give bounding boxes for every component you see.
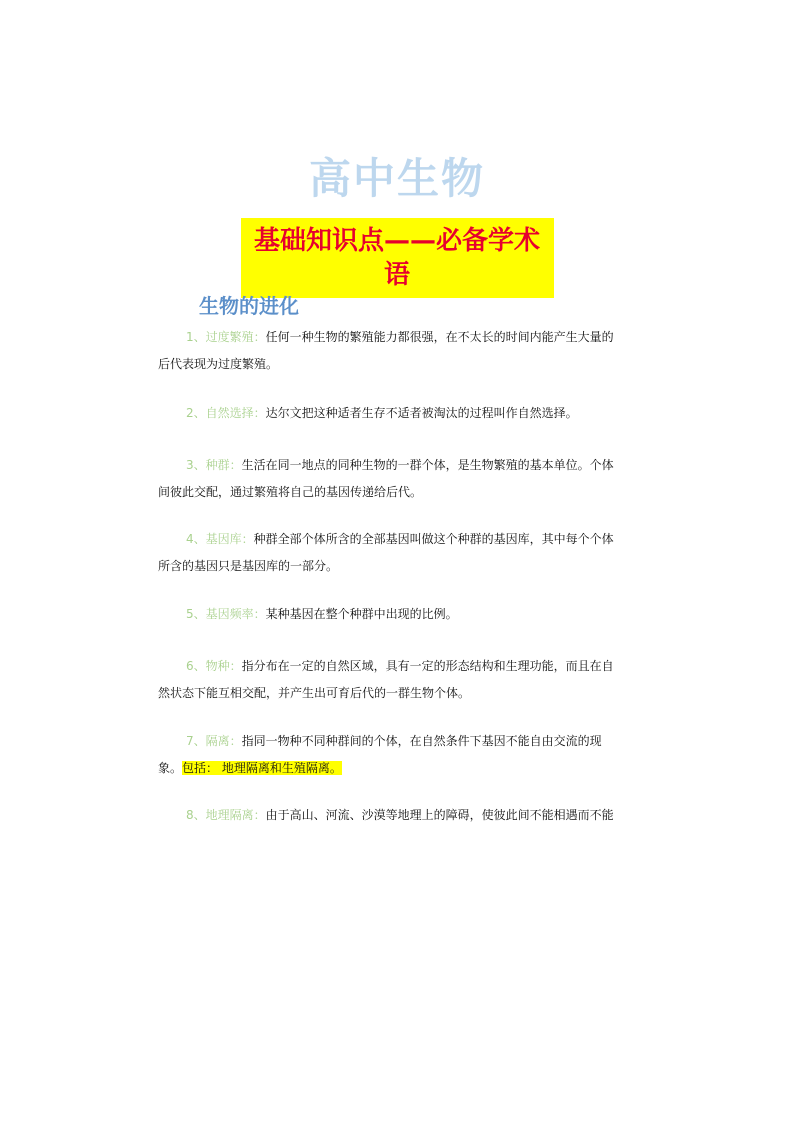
page-title: 高中生物	[308, 154, 485, 203]
entry-item	[158, 601, 618, 628]
entry-term: 6、物种：	[186, 659, 242, 673]
entry-text: 指同一物种不同种群间的个体，在自然条件下基因不能自由交流的现象。	[158, 734, 602, 775]
entry-term: 4、基因库：	[186, 532, 254, 546]
entry-text: 任何一种生物的繁殖能力都很强，在不太长的时间内能产生大量的后代表现为过度繁殖。	[158, 330, 614, 371]
entry-item	[158, 526, 618, 580]
entry-text: 由于高山、河流、沙漠等地理上的障碍，使彼此间不能相遇而不能	[265, 808, 614, 822]
entry-item	[158, 802, 618, 829]
entry-term: 3、种群：	[186, 458, 242, 472]
subtitle: 基础知识点——必备学术语	[241, 218, 554, 298]
entry-term: 2、自然选择：	[186, 406, 266, 420]
entry-text: 指分布在一定的自然区域，具有一定的形态结构和生理功能，而且在自然状态下能互相交配，并产生出可育后代的一群生物个体。	[158, 659, 614, 700]
subtitle-banner	[0, 218, 794, 298]
entry-term: 8、地理隔离：	[186, 808, 266, 822]
entry-term: 7、隔离：	[186, 734, 242, 748]
entry-text: 某种基因在整个种群中出现的比例。	[265, 607, 458, 621]
entry-item	[158, 400, 618, 427]
entry-text: 生活在同一地点的同种生物的一群个体，是生物繁殖的基本单位。个体间彼此交配，通过繁殖将自己的基因传递给后代。	[158, 458, 614, 499]
highlighted-note: 包括： 地理隔离和生殖隔离。	[182, 761, 342, 775]
entry-item	[158, 728, 618, 782]
entry-text: 种群全部个体所含的全部基因叫做这个种群的基因库，其中每个个体所含的基因只是基因库的一部分。	[158, 532, 614, 573]
entry-term: 5、基因频率：	[186, 607, 266, 621]
entry-term: 1、过度繁殖：	[186, 330, 266, 344]
entry-item	[158, 653, 618, 707]
entry-text: 达尔文把这种适者生存不适者被淘汰的过程叫作自然选择。	[265, 406, 578, 420]
section-heading: 生物的进化	[199, 294, 299, 318]
entry-item	[158, 452, 618, 506]
entry-item	[158, 324, 618, 378]
